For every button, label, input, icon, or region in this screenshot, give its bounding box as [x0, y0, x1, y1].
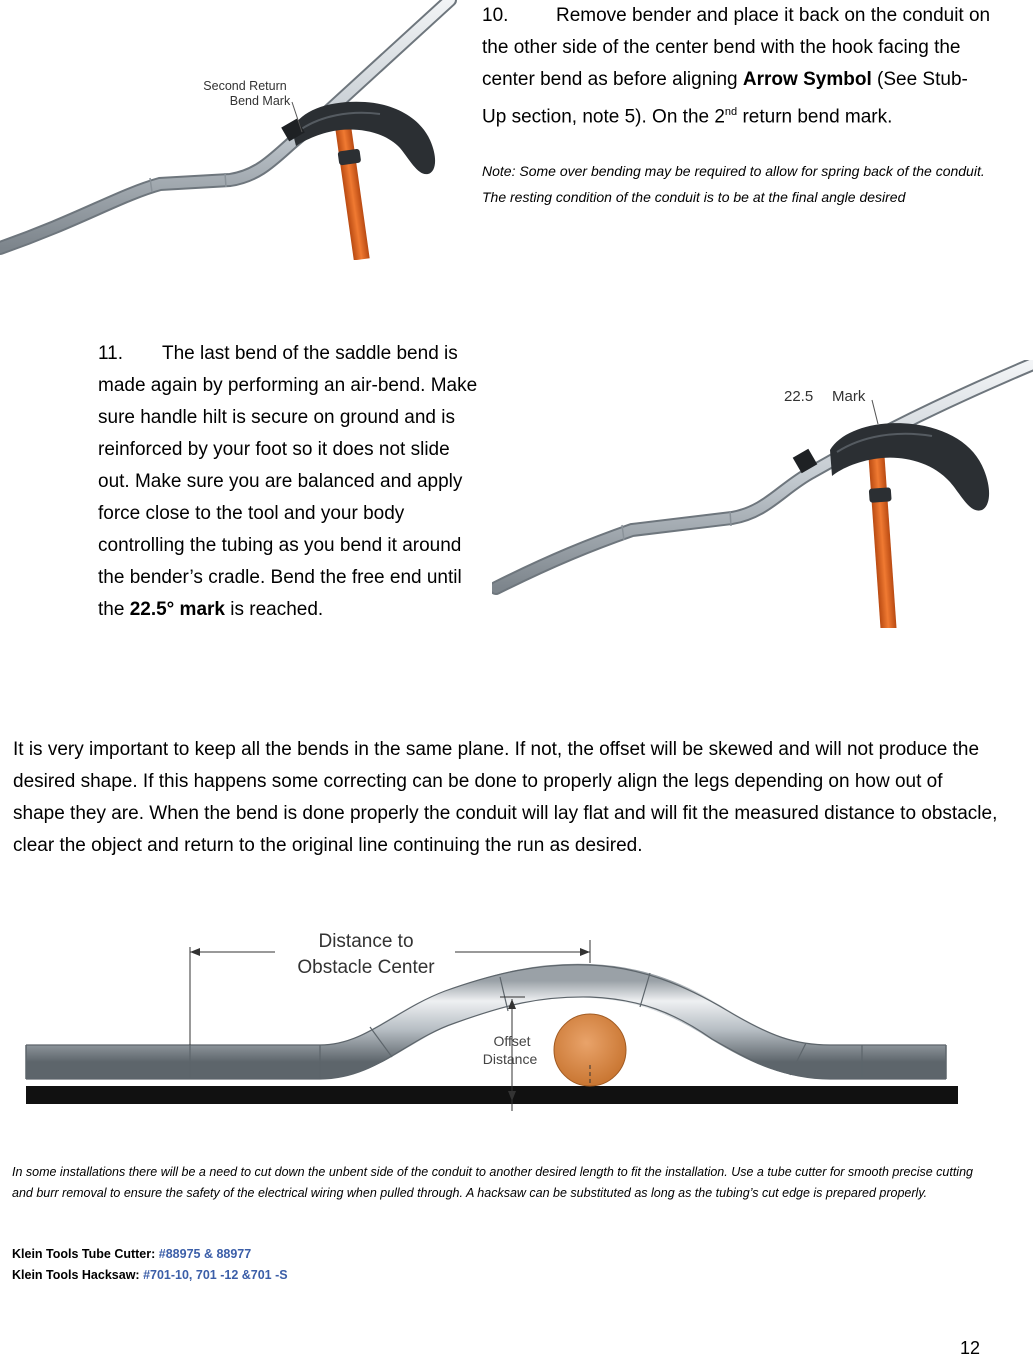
step11-instruction — [98, 338, 480, 626]
step11-number: 11. — [98, 343, 124, 364]
step10-text-c: return bend mark. — [737, 106, 893, 128]
tool-reference-list — [12, 1244, 612, 1286]
step10-superscript: nd — [724, 106, 738, 118]
tool-part-number: #88975 & 88977 — [158, 1247, 252, 1261]
bender-illustration-1 — [0, 0, 465, 260]
step10-text-b: (See Stub-Up section, note 5). On the 2 — [482, 69, 968, 128]
saddle-bend-diagram — [0, 915, 1000, 1115]
step11-text-a: The last bend of the saddle bend is made again by performing an air-bend. Make sure handle hilt is secure on ground and is reinforced by your foot so it does not slide out. Make sure you are balanced and apply force close to the tool and your body controlling the tubing as you bend it around the bender’s cradle. Bend the free end until the — [98, 343, 478, 620]
step11-text-b: is reached. — [224, 599, 324, 620]
saddle-diagram — [0, 915, 1000, 1115]
plane-paragraph: It is very important to keep all the bends in the same plane. If not, the offset will be skewed and will not produce the desired shape. If this happens some correcting can be done to properly align the legs depending on how out of shape they are. When the bend is done properly the conduit will lay flat and will fit the measured distance to obstacle, clear the object and return to the original line continuing the run as desired. — [13, 739, 998, 856]
tool-reference-hacksaw — [12, 1265, 612, 1286]
cutting-note: In some installations there will be a need to cut down the unbent side of the conduit to another desired length to fit the installation. Use a tube cutter for smooth precise cutting and burr removal to ensure the safety of the electrical wiring when pulled through. A hacksaw can be substituted as long as the tubing’s cut edge is prepared properly. — [12, 1165, 973, 1200]
bend-mark-label: Bend Mark — [229, 94, 291, 108]
distance-label-line2: Obstacle Center — [297, 957, 435, 978]
mark-22-5-label: 22.5 — [784, 388, 814, 405]
tool-reference-tube-cutter — [12, 1244, 612, 1265]
tool-label: Klein Tools Hacksaw: — [12, 1268, 144, 1282]
page-number: 12 — [960, 1338, 981, 1358]
figure-step11 — [492, 360, 1033, 628]
step10-number: 10. — [482, 5, 509, 26]
step10-instruction — [482, 0, 992, 133]
offset-label-line1: Offset — [493, 1033, 531, 1049]
distance-label-line1: Distance to — [318, 931, 414, 952]
figure-step10 — [0, 0, 465, 260]
step10-note: Note: Some over bending may be required to allow for spring back of the conduit. The resting condition of the conduit is to be at the final angle desired — [482, 163, 985, 205]
offset-label-line2: Distance — [482, 1051, 538, 1067]
bender-illustration-2 — [492, 360, 1033, 628]
step10-arrow-symbol: Arrow Symbol — [742, 69, 872, 90]
second-return-label: Second Return — [203, 79, 287, 93]
tool-part-number: #701-10, 701 -12 &701 -S — [143, 1268, 288, 1282]
tool-label: Klein Tools Tube Cutter: — [12, 1247, 159, 1261]
mark-label: Mark — [832, 388, 866, 405]
step10-text-a: Remove bender and place it back on the conduit on the other side of the center bend with the hook facing the center bend as before aligning — [482, 5, 991, 90]
step11-mark: 22.5° mark — [129, 599, 225, 620]
